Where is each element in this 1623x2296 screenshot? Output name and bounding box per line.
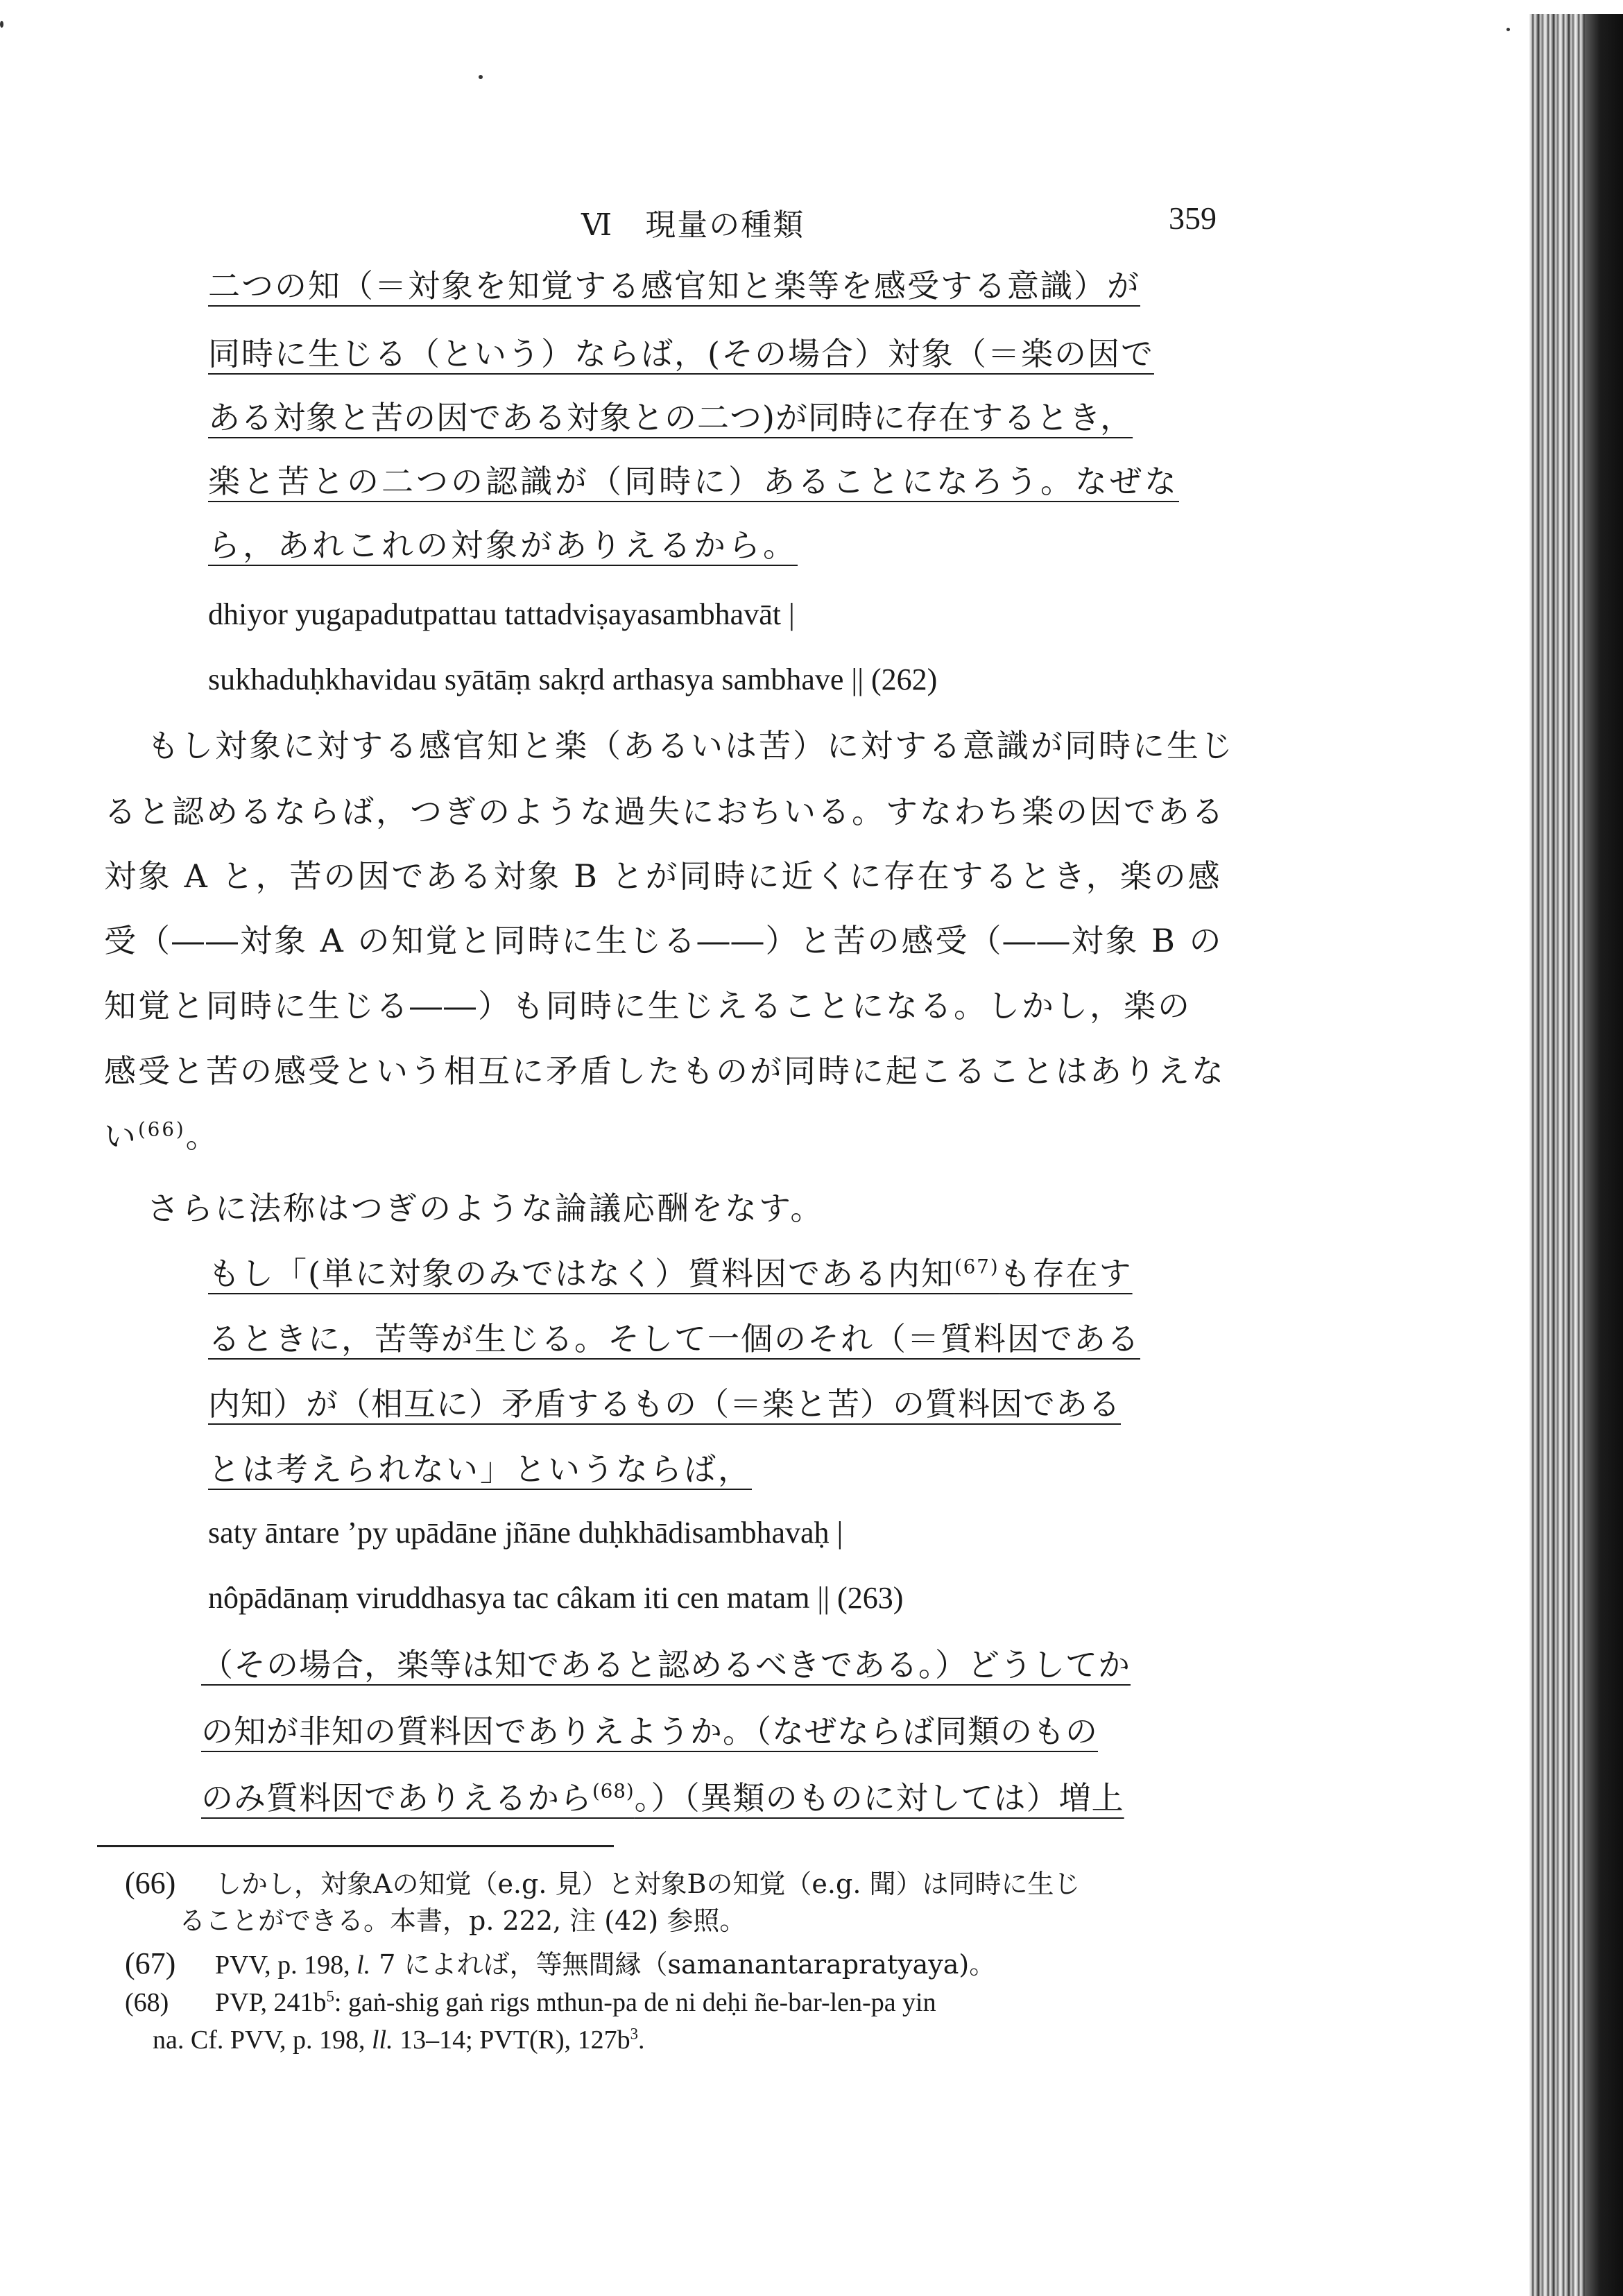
footnote-66 (125, 1866, 1080, 1901)
scan-speck (0, 21, 3, 28)
quote-text: 。）（異類のものに対しては）増上 (634, 1779, 1124, 1817)
body-line: 対象 A と，苦の因である対象 B とが同時に近くに存在するとき，楽の感 (104, 857, 1222, 895)
footnote-text: ll. (372, 2025, 393, 2055)
footnote-text: . (638, 2025, 645, 2055)
book-spine-edge (1529, 14, 1623, 2296)
body-line: 知覚と同時に生じる――）も同時に生じえることになる。しかし，楽の (104, 987, 1192, 1025)
body-line: ると認めるならば，つぎのような過失におちいる。すなわち楽の因である (104, 793, 1226, 830)
body-line: 受（――対象 A の知覚と同時に生じる――）と苦の感受（――対象 B の (104, 922, 1223, 959)
verse-line: dhiyor yugapadutpattau tattadviṣayasambhavāt | (208, 597, 795, 631)
footnote-text: l. (357, 1951, 371, 1980)
quote-line (201, 1777, 1124, 1819)
running-header (0, 200, 1623, 241)
footnote-number: (68) (125, 1988, 169, 2017)
quote-line: 同時に生じる（という）ならば，(その場合）対象（＝楽の因で (208, 335, 1154, 372)
footnote-text: na. Cf. PVV, p. 198, (153, 2025, 372, 2055)
footnote-text: PVV, p. 198, (215, 1951, 357, 1980)
body-line: 感受と苦の感受という相互に矛盾したものが同時に起こることはありえな (104, 1052, 1226, 1090)
footnote-67 (125, 1946, 995, 1982)
quote-line: るときに，苦等が生じる。そして一個のそれ（＝質料因である (208, 1320, 1140, 1357)
body-line (104, 1115, 220, 1157)
footnote-number: (67) (125, 1946, 176, 1980)
running-title: Ⅵ 現量の種類 (581, 207, 805, 243)
body-text: い (104, 1117, 138, 1155)
footnote-ref-66[interactable]: (66) (138, 1117, 186, 1141)
verse-line: sukhaduḥkhavidau syātāṃ sakṛd arthasya sambhave || (262) (208, 662, 938, 696)
commentary-paragraph-2: さらに法称はつぎのような論議応酬をなす。 (147, 1190, 825, 1227)
quote-line: ら，あれこれの対象がありえるから。 (208, 526, 798, 564)
quote-text: も存在す (999, 1255, 1133, 1292)
footnote-text: 13–14; PVT(R), 127b (393, 2025, 630, 2055)
quote-line (208, 1253, 1133, 1294)
footnote-divider (97, 1845, 614, 1847)
quote-line: とは考えられない」というならば， (208, 1450, 752, 1488)
quote-line: 二つの知（＝対象を知覚する感官知と楽等を感受する意識）が (208, 267, 1140, 305)
quote-line: の知が非知の質料因でありえようか。（なぜならば同類のもの (201, 1713, 1098, 1750)
quote-line: （その場合，楽等は知であると認めるべきである。）どうしてか (201, 1646, 1131, 1684)
quote-text: のみ質料因でありえるから (201, 1779, 592, 1817)
footnote-number: (66) (125, 1866, 176, 1900)
footnote-text: 5 (326, 1987, 334, 2005)
footnote-ref-68[interactable]: (68) (592, 1779, 635, 1803)
footnote-ref-67[interactable]: (67) (954, 1255, 999, 1278)
quote-line: 楽と苦との二つの認識が（同時に）あることになろう。なぜな (208, 463, 1179, 500)
footnote-text: 3 (630, 2025, 639, 2043)
footnote-text: しかし，対象Aの知覚（e.g. 見）と対象Bの知覚（e.g. 聞）は同時に生じ (215, 1869, 1081, 1899)
body-line: もし対象に対する感官知と楽（あるいは苦）に対する意識が同時に生じ (147, 727, 1235, 764)
footnote-66-continuation: ることができる。本書，p. 222, 注 (42) 参照。 (179, 1905, 746, 1936)
footnote-68 (125, 1985, 936, 2020)
scan-speck (479, 75, 483, 79)
verse-line: nôpādānaṃ viruddhasya tac câkam iti cen matam || (263) (208, 1581, 904, 1615)
verse-line: saty āntare ’py upādāne jñāne duḥkhādisambhavaḥ | (208, 1516, 843, 1550)
body-text: 。 (185, 1117, 220, 1155)
scan-speck (1506, 28, 1510, 31)
footnote-68-continuation (153, 2023, 645, 2057)
footnote-text: : gaṅ-shig gaṅ rigs mthun-pa de ni deḥi ñe-bar-len-pa yin (334, 1988, 936, 2017)
footnote-text: PVP, 241b (215, 1988, 327, 2017)
quote-text: もし「(単に対象のみではなく）質料因である内知 (208, 1255, 954, 1292)
footnote-text: 7 によれば，等無間縁（samanantarapratyaya)。 (370, 1949, 996, 1980)
page-number: 359 (1169, 200, 1217, 236)
quote-line: 内知）が（相互に）矛盾するもの（＝楽と苦）の質料因である (208, 1385, 1121, 1423)
quote-line: ある対象と苦の因である対象との二つ)が同時に存在するとき， (208, 399, 1133, 436)
